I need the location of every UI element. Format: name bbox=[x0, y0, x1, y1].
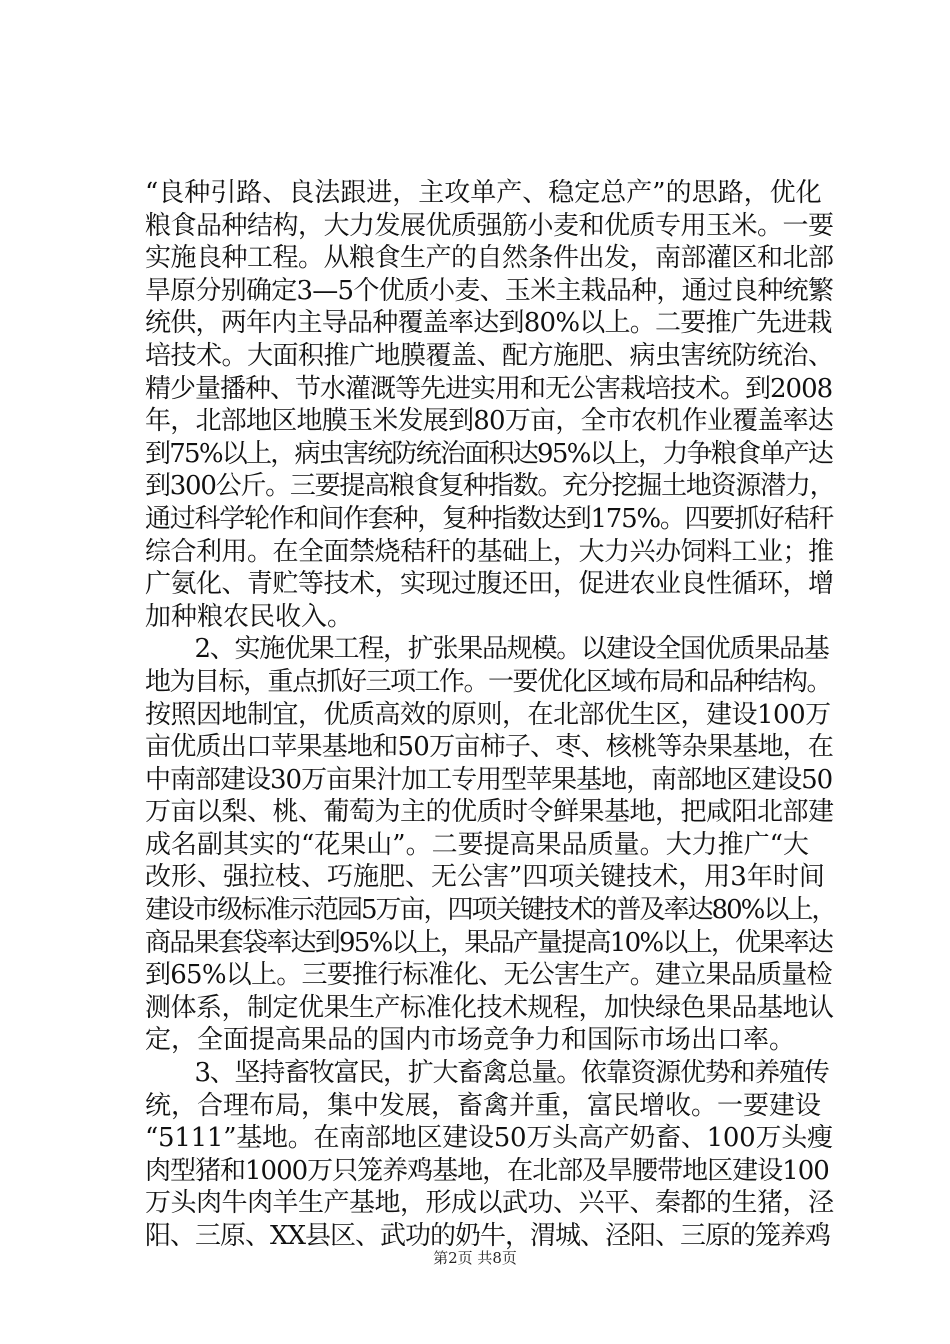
text-line: 2、实施优果工程，扩张果品规模。以建设全国优质果品基 bbox=[145, 634, 829, 665]
text-line: 综合利用。在全面禁烧秸秆的基础上，大力兴办饲料工业；推 bbox=[145, 536, 834, 567]
text-line: 万亩以梨、桃、葡萄为主的优质时令鲜果基地，把咸阳北部建 bbox=[145, 797, 834, 828]
body-text bbox=[145, 177, 835, 1253]
text-line: “5111”基地。在南部地区建设50万头高产奶畜、100万头瘦 bbox=[145, 1123, 833, 1154]
text-line: 到75%以上，病虫害统防统治面积达95%以上，力争粮食单产达 bbox=[145, 438, 833, 469]
text-line: 建设市级标准示范园5万亩，四项关键技术的普及率达80%以上， bbox=[145, 895, 836, 926]
text-line: 定，全面提高果品的国内市场竞争力和国际市场出口率。 bbox=[145, 1025, 796, 1056]
text-line: 广氨化、青贮等技术，实现过腹还田，促进农业良性循环，增 bbox=[145, 569, 834, 600]
text-line: 中南部建设30万亩果汁加工专用型苹果基地，南部地区建设50 bbox=[145, 764, 833, 795]
text-line: 通过科学轮作和间作套种，复种指数达到175%。四要抓好秸秆 bbox=[145, 503, 834, 534]
text-line: 统，合理布局，集中发展，畜禽并重，富民增收。一要建设 bbox=[145, 1090, 822, 1121]
text-line: 旱原分别确定3—5个优质小麦、玉米主栽品种，通过良种统繁 bbox=[145, 275, 834, 306]
text-line: 加种粮农民收入。 bbox=[145, 601, 354, 632]
page-footer: 第2页 共8页 bbox=[433, 1249, 517, 1267]
text-line: 到300公斤。三要提高粮食复种指数。充分挖掘土地资源潜力， bbox=[145, 471, 835, 502]
text-line: 按照因地制宜，优质高效的原则，在北部优生区，建设100万 bbox=[145, 699, 831, 730]
text-line: 测体系，制定优果生产标准化技术规程，加快绿色果品基地认 bbox=[145, 992, 834, 1023]
text-line: 亩优质出口苹果基地和50万亩柿子、枣、核桃等杂果基地，在 bbox=[145, 732, 834, 763]
text-line: 统供，两年内主导品种覆盖率达到80%以上。二要推广先进栽 bbox=[145, 308, 832, 339]
text-line: 年，北部地区地膜玉米发展到80万亩，全市农机作业覆盖率达 bbox=[145, 406, 834, 437]
text-line: 万头肉牛肉羊生产基地，形成以武功、兴平、秦都的生猪，泾 bbox=[145, 1188, 834, 1219]
text-line: 精少量播种、节水灌溉等先进实用和无公害栽培技术。到2008 bbox=[145, 373, 833, 404]
text-line: “良种引路、良法跟进，主攻单产、稳定总产”的思路，优化 bbox=[145, 178, 822, 208]
text-line: 3、坚持畜牧富民，扩大畜禽总量。依靠资源优势和养殖传 bbox=[145, 1058, 829, 1089]
text-line: 粮食品种结构，大力发展优质强筋小麦和优质专用玉米。一要 bbox=[145, 210, 834, 241]
text-line: 阳、三原、XX县区、武功的奶牛，渭城、泾阳、三原的笼养鸡 bbox=[145, 1221, 831, 1251]
text-line: 成名副其实的“花果山”。二要提高果品质量。大力推广“大 bbox=[145, 829, 809, 860]
text-line: 培技术。大面积推广地膜覆盖、配方施肥、病虫害统防统治、 bbox=[145, 340, 834, 371]
text-line: 商品果套袋率达到95%以上，果品产量提高10%以上，优果率达 bbox=[145, 927, 833, 958]
text-line: 地为目标，重点抓好三项工作。一要优化区域布局和品种结构。 bbox=[145, 666, 832, 697]
text-line: 到65%以上。三要推行标准化、无公害生产。建立果品质量检 bbox=[145, 960, 832, 991]
text-line: 实施良种工程。从粮食生产的自然条件出发，南部灌区和北部 bbox=[145, 243, 834, 274]
text-line: 改形、强拉枝、巧施肥、无公害”四项关键技术，用3年时间 bbox=[145, 862, 825, 893]
text-line: 肉型猪和1000万只笼养鸡基地，在北部及旱腰带地区建设100 bbox=[145, 1155, 829, 1186]
